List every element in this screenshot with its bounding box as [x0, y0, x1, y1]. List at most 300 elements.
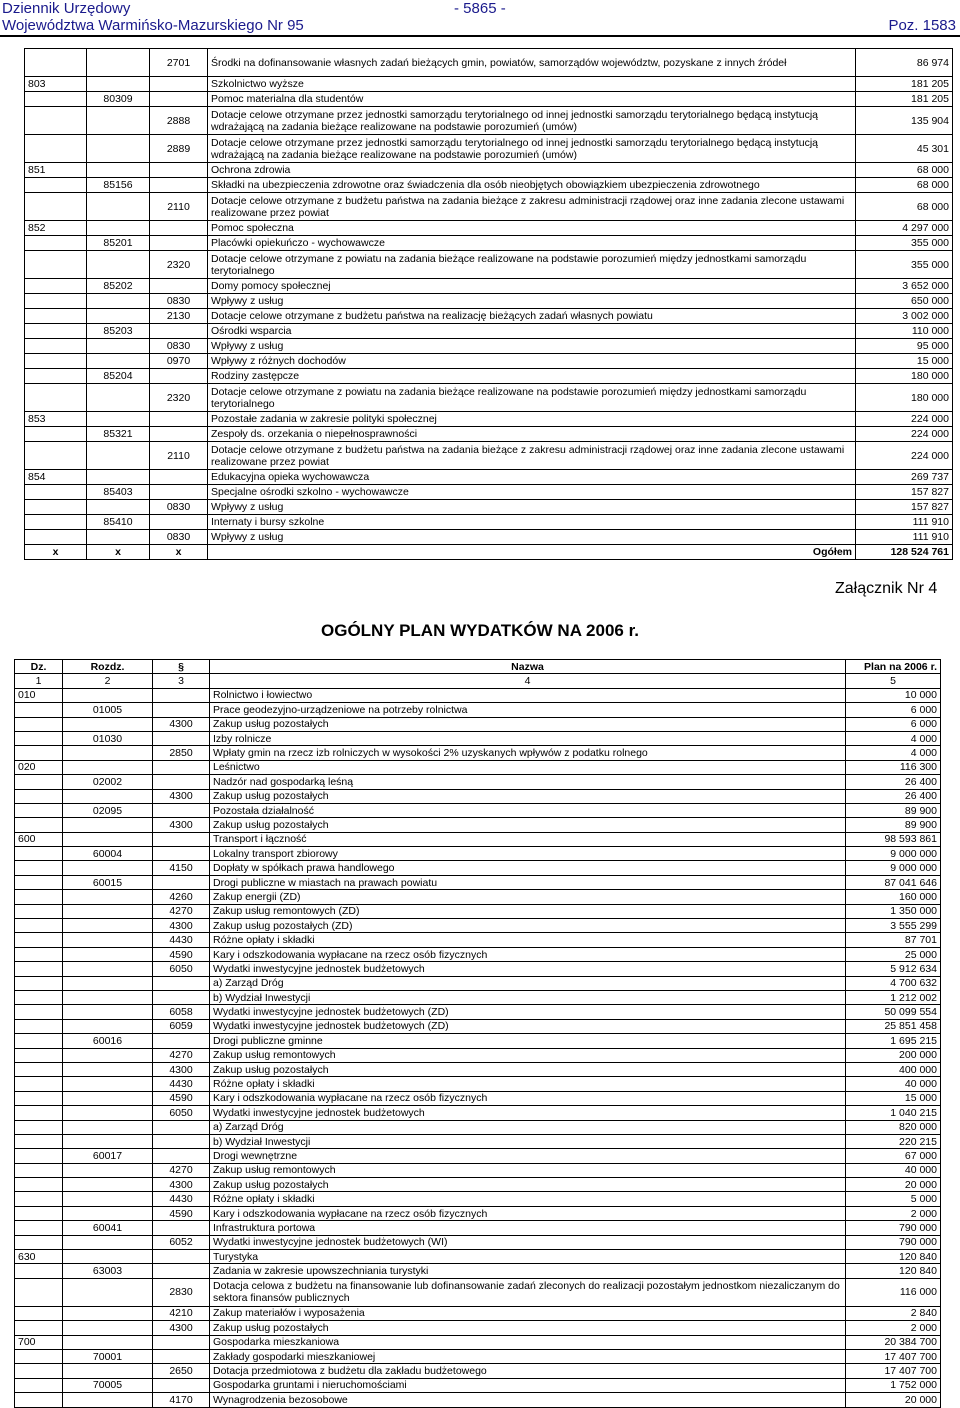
table-row [15, 775, 941, 789]
name-cell: Pomoc materialna dla studentów [208, 92, 856, 107]
name-cell: Środki na dofinansowanie własnych zadań bieżących gmin, powiatów, samorządów województw, pozyskane z innych źródeł [208, 49, 856, 77]
section-cell [25, 384, 87, 412]
paragraph-cell: 4300 [153, 919, 210, 933]
section-cell [15, 731, 63, 745]
paragraph-cell [150, 485, 208, 500]
amount-cell: 26 400 [846, 775, 941, 789]
name-cell: Infrastruktura portowa [210, 1221, 846, 1235]
amount-cell: 1 695 215 [846, 1034, 941, 1048]
section-cell [15, 947, 63, 961]
section-cell [25, 193, 87, 221]
amount-cell: 5 000 [846, 1192, 941, 1206]
name-cell: Szkolnictwo wyższe [208, 77, 856, 92]
position-number: Poz. 1583 [888, 17, 956, 34]
section-cell: 803 [25, 77, 87, 92]
table-row [15, 1321, 941, 1335]
section-cell [25, 279, 87, 294]
paragraph-cell: 2110 [150, 193, 208, 221]
name-cell: Wynagrodzenia bezosobowe [210, 1393, 846, 1407]
section-cell [15, 1062, 63, 1076]
section-cell [15, 976, 63, 990]
paragraph-cell [150, 77, 208, 92]
section-cell: 852 [25, 221, 87, 236]
name-cell: Zakup usług pozostałych [210, 818, 846, 832]
table-row [15, 919, 941, 933]
amount-cell: 25 000 [846, 947, 941, 961]
name-cell: Dotacje celowe otrzymane z powiatu na zadania bieżące realizowane na podstawie porozumień między jednostkami samorządu terytorialnego [208, 251, 856, 279]
name-cell: Wpływy z usług [208, 530, 856, 545]
table-row [25, 178, 953, 193]
amount-cell: 9 000 000 [846, 861, 941, 875]
section-cell [25, 500, 87, 515]
page-header [2, 0, 958, 34]
table-row [15, 962, 941, 976]
paragraph-cell: 6050 [153, 1106, 210, 1120]
amount-cell: 128 524 761 [856, 545, 953, 560]
chapter-cell [87, 384, 150, 412]
table-row [25, 339, 953, 354]
name-cell: Pozostała działalność [210, 803, 846, 817]
section-cell [15, 847, 63, 861]
section-cell [15, 1378, 63, 1392]
paragraph-cell [153, 875, 210, 889]
section-cell [15, 1321, 63, 1335]
chapter-cell [87, 500, 150, 515]
name-cell: Dotacje celowe otrzymane z budżetu państwa na zadania bieżące z zakresu administracji rządowej oraz inne zadania zlecone ustawami realizowane przez powiat [208, 442, 856, 470]
paragraph-cell [150, 515, 208, 530]
name-cell: Specjalne ośrodki szkolno - wychowawcze [208, 485, 856, 500]
table-row [15, 803, 941, 817]
section-cell [15, 1192, 63, 1206]
section-cell [15, 1163, 63, 1177]
amount-cell: 89 900 [846, 803, 941, 817]
chapter-cell [63, 1321, 153, 1335]
table-row [15, 1077, 941, 1091]
table-row [25, 309, 953, 324]
table-row [25, 530, 953, 545]
table-row [25, 485, 953, 500]
paragraph-cell [150, 427, 208, 442]
table-row [15, 1034, 941, 1048]
section-cell [15, 717, 63, 731]
section-cell: 853 [25, 412, 87, 427]
name-cell: Drogi wewnętrzne [210, 1149, 846, 1163]
section-cell [25, 107, 87, 135]
section-cell: 854 [25, 470, 87, 485]
chapter-cell [63, 1077, 153, 1091]
paragraph-cell: 2888 [150, 107, 208, 135]
table-row [15, 1364, 941, 1378]
name-cell: Drogi publiczne w miastach na prawach powiatu [210, 875, 846, 889]
section-cell [15, 1048, 63, 1062]
paragraph-cell [150, 221, 208, 236]
paragraph-cell [153, 1221, 210, 1235]
paragraph-cell: 0830 [150, 530, 208, 545]
name-cell: Kary i odszkodowania wypłacane na rzecz osób fizycznych [210, 947, 846, 961]
chapter-cell [87, 442, 150, 470]
section-cell [25, 442, 87, 470]
amount-cell: 116 300 [846, 760, 941, 774]
chapter-cell: 01030 [63, 731, 153, 745]
paragraph-cell [150, 470, 208, 485]
section-cell [15, 962, 63, 976]
section-cell [25, 354, 87, 369]
amount-cell: 650 000 [856, 294, 953, 309]
table-row [15, 976, 941, 990]
chapter-cell [87, 221, 150, 236]
amount-cell: 40 000 [846, 1163, 941, 1177]
amount-cell: 2 840 [846, 1306, 941, 1320]
section-cell [25, 324, 87, 339]
chapter-cell [63, 1120, 153, 1134]
table-row [25, 412, 953, 427]
section-cell [15, 1278, 63, 1306]
voivodeship-name: Województwa Warmińsko-Mazurskiego Nr 95 [2, 17, 304, 34]
table-row [15, 947, 941, 961]
name-cell: Gospodarka gruntami i nieruchomościami [210, 1378, 846, 1392]
chapter-cell [63, 947, 153, 961]
paragraph-cell [153, 990, 210, 1004]
section-cell: 020 [15, 760, 63, 774]
paragraph-cell [153, 976, 210, 990]
section-cell [25, 485, 87, 500]
name-cell: Wydatki inwestycyjne jednostek budżetowych (WI) [210, 1235, 846, 1249]
chapter-cell [63, 717, 153, 731]
income-table [24, 48, 953, 560]
chapter-cell: 85403 [87, 485, 150, 500]
table-row [15, 1120, 941, 1134]
amount-cell: 790 000 [846, 1235, 941, 1249]
table-row [15, 746, 941, 760]
amount-cell: 180 000 [856, 369, 953, 384]
table-row [15, 1019, 941, 1033]
name-cell: Placówki opiekuńczo - wychowawcze [208, 236, 856, 251]
section-cell [25, 369, 87, 384]
name-cell: Dotacje celowe otrzymane z budżetu państwa na realizację bieżących zadań własnych powiatu [208, 309, 856, 324]
chapter-cell [63, 1062, 153, 1076]
paragraph-cell: 2650 [153, 1364, 210, 1378]
paragraph-cell: 4590 [153, 947, 210, 961]
name-cell: Zakup usług remontowych [210, 1048, 846, 1062]
name-cell: Zakup usług pozostałych [210, 1178, 846, 1192]
table-row [15, 717, 941, 731]
name-cell: Wpływy z różnych dochodów [208, 354, 856, 369]
table-row [15, 1048, 941, 1062]
chapter-cell: 85203 [87, 324, 150, 339]
amount-cell: 86 974 [856, 49, 953, 77]
section-cell [25, 251, 87, 279]
section-cell [15, 919, 63, 933]
paragraph-cell: 4300 [153, 1321, 210, 1335]
table-row [25, 236, 953, 251]
amount-cell: 17 407 700 [846, 1364, 941, 1378]
chapter-cell [63, 1306, 153, 1320]
amount-cell: 3 002 000 [856, 309, 953, 324]
section-cell [15, 1264, 63, 1278]
section-cell [15, 818, 63, 832]
chapter-cell [63, 861, 153, 875]
section-cell [15, 1178, 63, 1192]
amount-cell: 157 827 [856, 500, 953, 515]
amount-cell: 68 000 [856, 178, 953, 193]
table-row [25, 77, 953, 92]
paragraph-cell: 4300 [153, 789, 210, 803]
paragraph-cell: 2320 [150, 251, 208, 279]
name-cell: Różne opłaty i składki [210, 1077, 846, 1091]
amount-cell: 200 000 [846, 1048, 941, 1062]
amount-cell: 26 400 [846, 789, 941, 803]
paragraph-cell: 4150 [153, 861, 210, 875]
chapter-cell [63, 1278, 153, 1306]
chapter-cell [87, 530, 150, 545]
section-cell [15, 1120, 63, 1134]
paragraph-cell [153, 1034, 210, 1048]
table-row [15, 1264, 941, 1278]
amount-cell: 1 212 002 [846, 990, 941, 1004]
amount-cell: 355 000 [856, 251, 953, 279]
table-row [25, 384, 953, 412]
name-cell: Turystyka [210, 1250, 846, 1264]
section-cell: 630 [15, 1250, 63, 1264]
name-cell: Pozostałe zadania w zakresie polityki społecznej [208, 412, 856, 427]
section-cell: 851 [25, 163, 87, 178]
name-cell: Zakłady gospodarki mieszkaniowej [210, 1349, 846, 1363]
paragraph-cell [153, 1149, 210, 1163]
chapter-cell [87, 49, 150, 77]
amount-cell: 9 000 000 [846, 847, 941, 861]
amount-cell: 180 000 [856, 384, 953, 412]
paragraph-cell [150, 163, 208, 178]
table-row [15, 1178, 941, 1192]
amount-cell: 157 827 [856, 485, 953, 500]
name-cell: Różne opłaty i składki [210, 933, 846, 947]
chapter-cell [63, 1192, 153, 1206]
paragraph-cell: 2320 [150, 384, 208, 412]
chapter-cell [63, 904, 153, 918]
paragraph-cell [153, 1264, 210, 1278]
table-row [15, 1091, 941, 1105]
amount-cell: 95 000 [856, 339, 953, 354]
table-row [15, 1062, 941, 1076]
name-cell: Rolnictwo i łowiectwo [210, 688, 846, 702]
name-cell: Wpływy z usług [208, 294, 856, 309]
section-cell [25, 135, 87, 163]
name-cell: Dopłaty w spółkach prawa handlowego [210, 861, 846, 875]
name-cell: Dotacje celowe otrzymane z powiatu na zadania bieżące realizowane na podstawie porozumień między jednostkami samorządu terytorialnego [208, 384, 856, 412]
name-cell: Domy pomocy społecznej [208, 279, 856, 294]
paragraph-cell [150, 236, 208, 251]
name-cell: Ośrodki wsparcia [208, 324, 856, 339]
chapter-cell [87, 354, 150, 369]
table-row [15, 760, 941, 774]
section-cell [25, 178, 87, 193]
section-cell [15, 1019, 63, 1033]
section-cell [15, 1077, 63, 1091]
paragraph-cell: 6052 [153, 1235, 210, 1249]
amount-cell: 790 000 [846, 1221, 941, 1235]
chapter-cell [87, 470, 150, 485]
chapter-cell: 02095 [63, 803, 153, 817]
chapter-cell [63, 688, 153, 702]
table-row [25, 442, 953, 470]
total-row [25, 545, 953, 560]
name-cell: Wydatki inwestycyjne jednostek budżetowych [210, 1106, 846, 1120]
paragraph-cell: § [153, 660, 210, 674]
paragraph-cell: 6058 [153, 1005, 210, 1019]
section-cell [15, 775, 63, 789]
section-cell [15, 1235, 63, 1249]
paragraph-cell [153, 1349, 210, 1363]
section-cell [15, 890, 63, 904]
section-cell [15, 1221, 63, 1235]
chapter-cell [63, 1019, 153, 1033]
paragraph-cell [153, 1335, 210, 1349]
paragraph-cell: 3 [153, 674, 210, 688]
name-cell: Zakup usług remontowych (ZD) [210, 904, 846, 918]
paragraph-cell [153, 847, 210, 861]
table-row [15, 832, 941, 846]
attachment-label: Załącznik Nr 4 [835, 580, 938, 597]
section-cell [15, 1034, 63, 1048]
name-cell: b) Wydział Inwestycji [210, 990, 846, 1004]
name-cell: Zakup materiałów i wyposażenia [210, 1306, 846, 1320]
section-cell [25, 92, 87, 107]
table-row [15, 1149, 941, 1163]
name-cell: Zespoły ds. orzekania o niepełnosprawności [208, 427, 856, 442]
chapter-cell [63, 1178, 153, 1192]
section-cell [15, 1134, 63, 1148]
name-cell: Edukacyjna opieka wychowawcza [208, 470, 856, 485]
table-row [15, 1106, 941, 1120]
section-cell [15, 904, 63, 918]
paragraph-cell: 4300 [153, 717, 210, 731]
chapter-cell [63, 1364, 153, 1378]
section-cell: 700 [15, 1335, 63, 1349]
amount-cell: 224 000 [856, 442, 953, 470]
amount-cell: 181 205 [856, 77, 953, 92]
amount-cell: 6 000 [846, 717, 941, 731]
table-row [25, 470, 953, 485]
paragraph-cell [153, 1378, 210, 1392]
amount-cell: 400 000 [846, 1062, 941, 1076]
section-cell [15, 803, 63, 817]
table-row [15, 688, 941, 702]
paragraph-cell: 4590 [153, 1206, 210, 1220]
paragraph-cell [153, 775, 210, 789]
name-cell: Nazwa [210, 660, 846, 674]
amount-cell: 20 384 700 [846, 1335, 941, 1349]
table-row [15, 861, 941, 875]
paragraph-cell: 4300 [153, 1178, 210, 1192]
section-cell [15, 861, 63, 875]
section-cell [15, 789, 63, 803]
amount-cell: 15 000 [846, 1091, 941, 1105]
amount-cell: 67 000 [846, 1149, 941, 1163]
name-cell: b) Wydział Inwestycji [210, 1134, 846, 1148]
chapter-cell [63, 976, 153, 990]
chapter-cell [63, 1091, 153, 1105]
table-row [15, 731, 941, 745]
table-row [25, 107, 953, 135]
amount-cell: 89 900 [846, 818, 941, 832]
name-cell: Dotacja przedmiotowa z budżetu dla zakładu budżetowego [210, 1364, 846, 1378]
amount-cell: 50 099 554 [846, 1005, 941, 1019]
section-cell [15, 1306, 63, 1320]
amount-cell: 98 593 861 [846, 832, 941, 846]
amount-cell: 45 301 [856, 135, 953, 163]
amount-cell: 4 000 [846, 731, 941, 745]
header-row [15, 660, 941, 674]
table-row [25, 49, 953, 77]
table-row [15, 904, 941, 918]
paragraph-cell: 2701 [150, 49, 208, 77]
table-row [15, 1192, 941, 1206]
amount-cell: 87 041 646 [846, 875, 941, 889]
paragraph-cell [150, 178, 208, 193]
amount-cell: 4 000 [846, 746, 941, 760]
name-cell: Dotacje celowe otrzymane przez jednostki samorządu terytorialnego od innej jednostki samorządu terytorialnego będącą instytucją wdrażającą na zadania bieżące realizowane na podstawie porozumień (umów) [208, 107, 856, 135]
chapter-cell [87, 163, 150, 178]
chapter-cell: 85410 [87, 515, 150, 530]
amount-cell: 40 000 [846, 1077, 941, 1091]
paragraph-cell [153, 1250, 210, 1264]
page-number: - 5865 - [454, 0, 506, 17]
chapter-cell [63, 1048, 153, 1062]
table-row [15, 875, 941, 889]
amount-cell: 355 000 [856, 236, 953, 251]
table-row [15, 818, 941, 832]
amount-cell: 20 000 [846, 1178, 941, 1192]
table-row [25, 193, 953, 221]
table-row [15, 1235, 941, 1249]
paragraph-cell [153, 760, 210, 774]
chapter-cell [63, 1206, 153, 1220]
chapter-cell: 02002 [63, 775, 153, 789]
chapter-cell [63, 1335, 153, 1349]
chapter-cell: 60041 [63, 1221, 153, 1235]
name-cell: Gospodarka mieszkaniowa [210, 1335, 846, 1349]
paragraph-cell: 0970 [150, 354, 208, 369]
name-cell: Wpływy z usług [208, 339, 856, 354]
chapter-cell: x [87, 545, 150, 560]
section-cell [15, 1149, 63, 1163]
paragraph-cell: x [150, 545, 208, 560]
paragraph-cell [153, 703, 210, 717]
name-cell: Zakup energii (ZD) [210, 890, 846, 904]
chapter-cell: 80309 [87, 92, 150, 107]
amount-cell: 17 407 700 [846, 1349, 941, 1363]
chapter-cell [63, 990, 153, 1004]
section-cell [15, 746, 63, 760]
table-row [25, 135, 953, 163]
amount-cell: 3 555 299 [846, 919, 941, 933]
section-cell [25, 339, 87, 354]
name-cell: Pomoc społeczna [208, 221, 856, 236]
name-cell: Izby rolnicze [210, 731, 846, 745]
section-cell [25, 236, 87, 251]
name-cell: Prace geodezyjno-urządzeniowe na potrzeby rolnictwa [210, 703, 846, 717]
chapter-cell: 85321 [87, 427, 150, 442]
chapter-cell [63, 1235, 153, 1249]
amount-cell: 1 040 215 [846, 1106, 941, 1120]
chapter-cell: 60016 [63, 1034, 153, 1048]
amount-cell: 1 752 000 [846, 1378, 941, 1392]
column-number-row [15, 674, 941, 688]
chapter-cell [87, 251, 150, 279]
chapter-cell [63, 746, 153, 760]
paragraph-cell: 2130 [150, 309, 208, 324]
paragraph-cell: 4270 [153, 1048, 210, 1062]
